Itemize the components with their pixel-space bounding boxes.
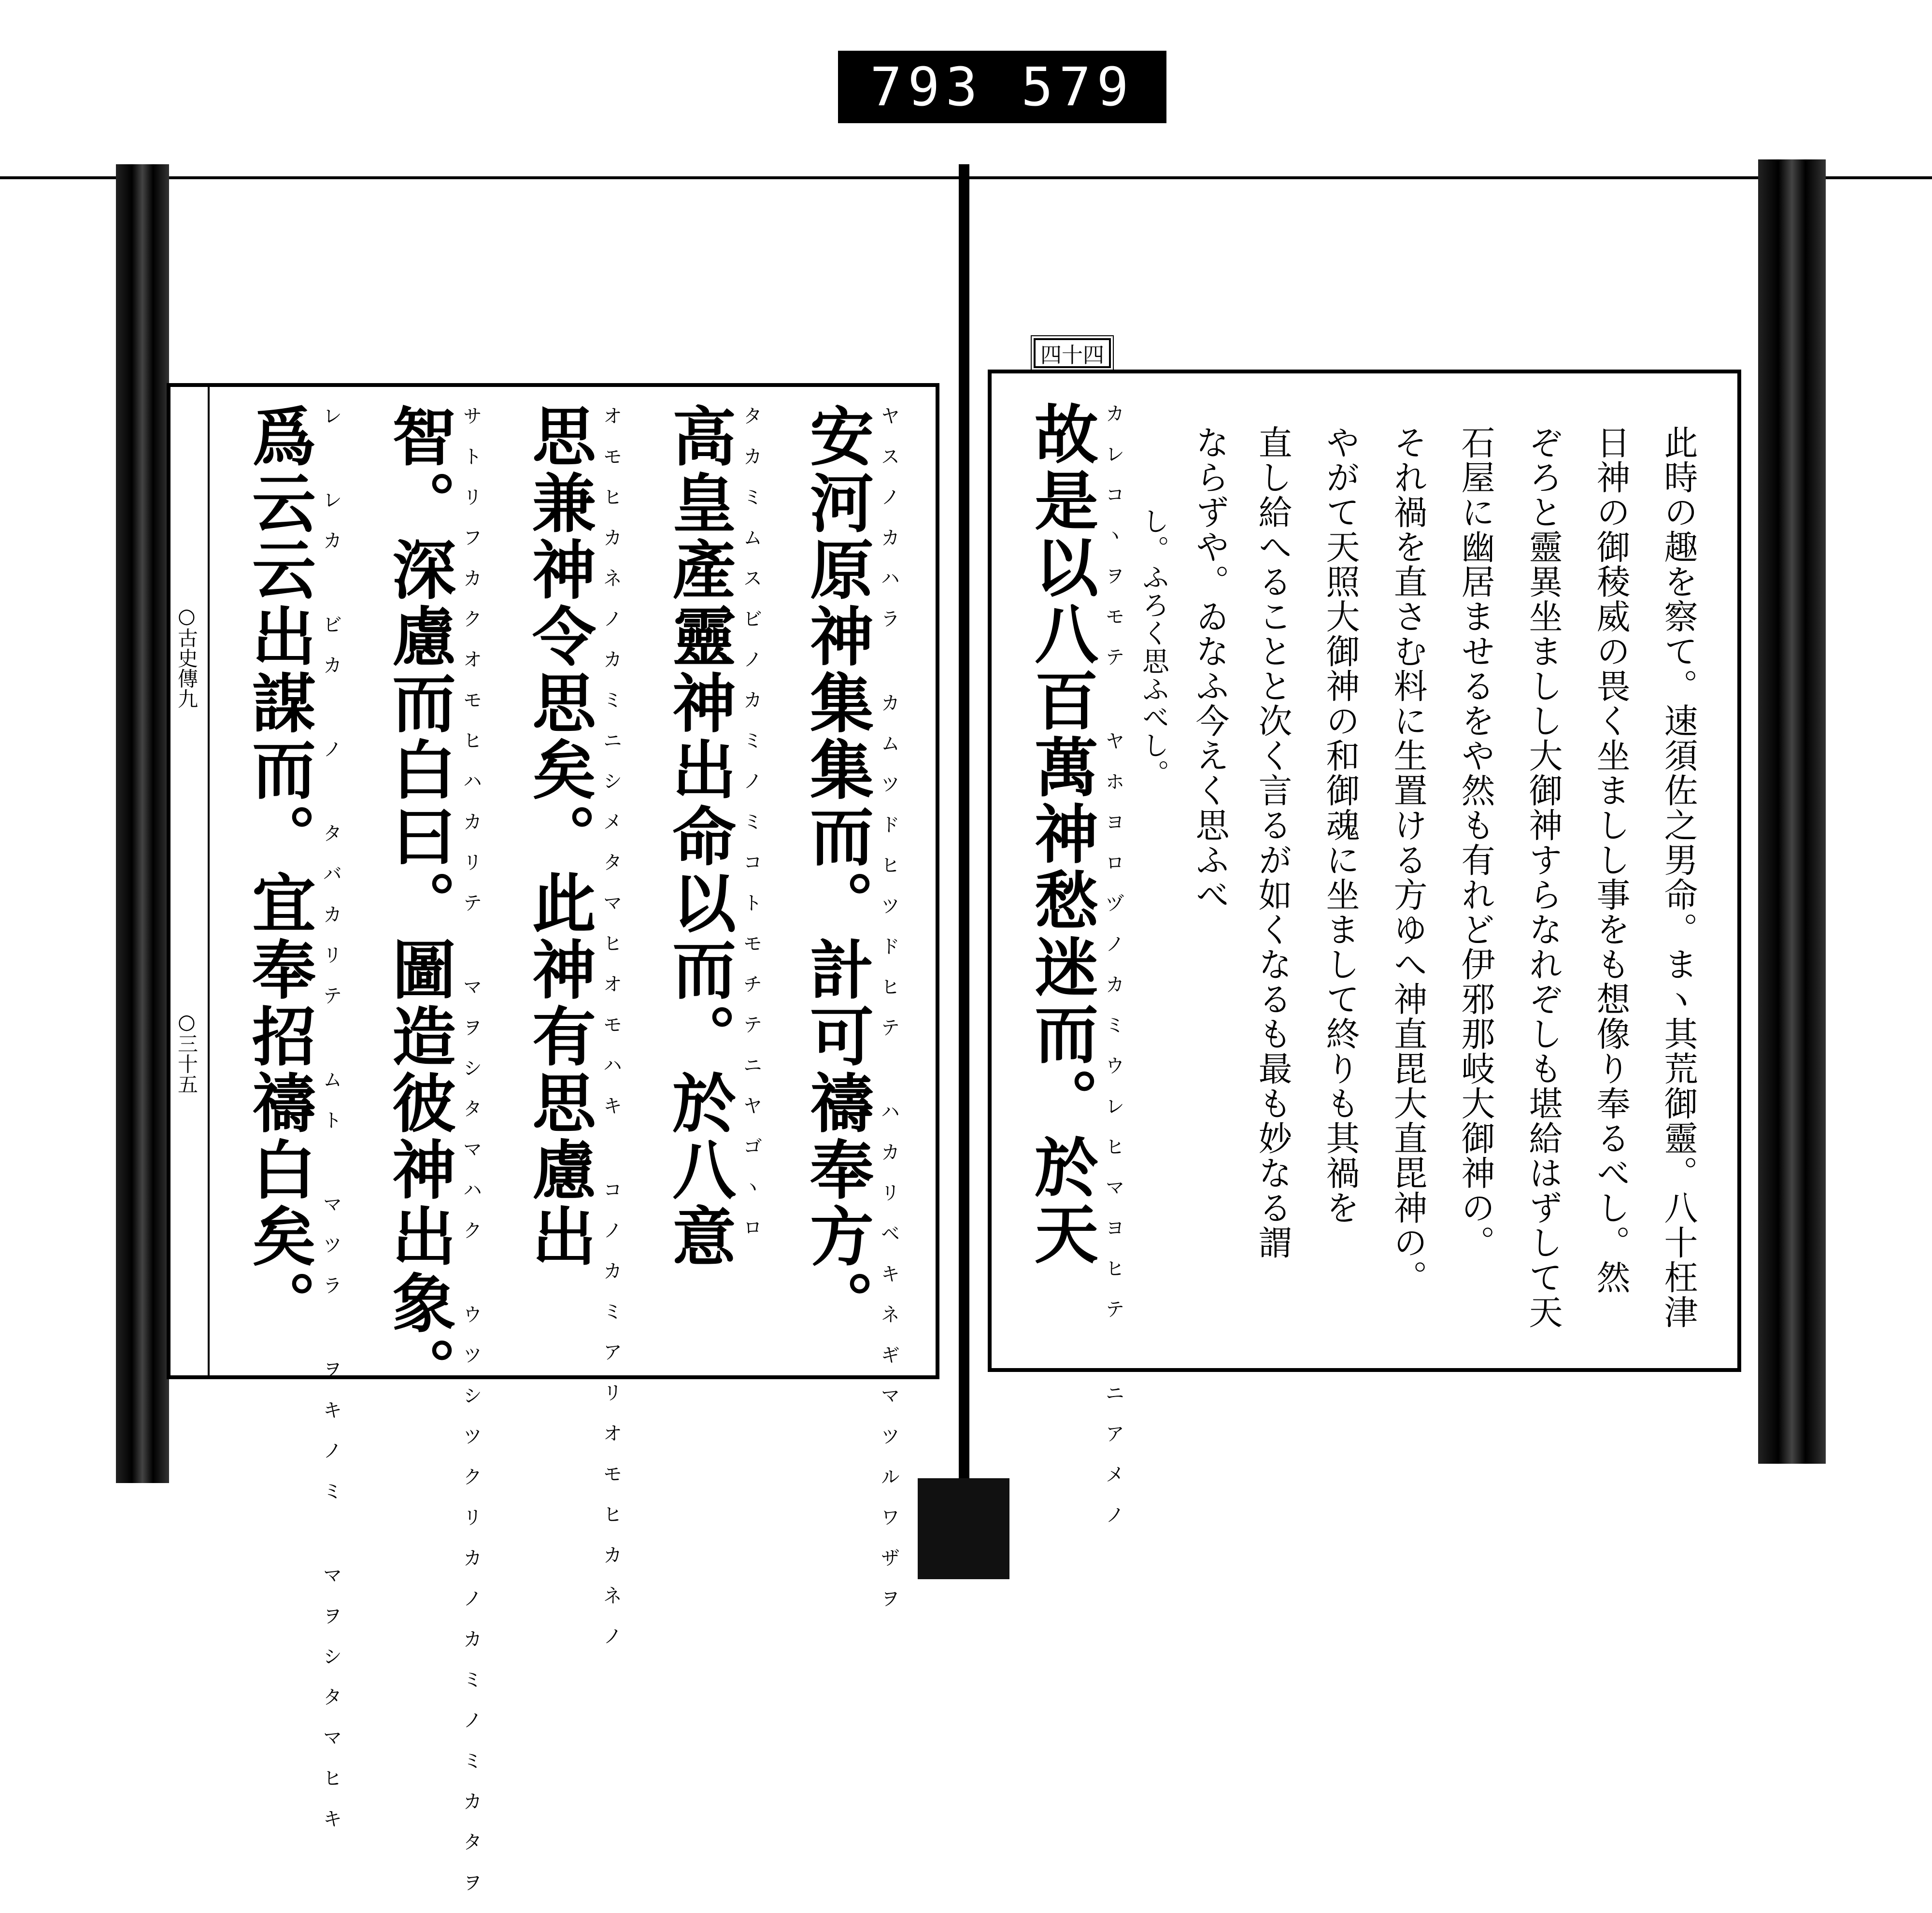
left-column-1: 安河原神集集而。計可禱奉方。 [799,403,874,1337]
left-column-2: 高皇產靈神出命以而。於八意 [661,403,736,1270]
scan-label-text: 793 579 [870,56,1135,118]
left-column-3-ruby: オモヒカネノカミニシメタマヒオモハキ コノカミアリオモヒカネノ [600,406,622,1667]
spine-base [918,1478,1009,1579]
right-page-edge [1758,159,1826,1464]
right-body-column-7: 直し給へることと次く言るが如くなるも最も妙なる謂 [1253,425,1293,1260]
left-column-1-ruby: ヤスノカハラ カムツドヒツドヒテ ハカリベキネギマツルワザヲ [878,406,900,1629]
left-column-3: 思兼神令思矣。此神有思慮出 [521,403,596,1270]
left-column-2-ruby: タカミムスビノカミノミコトモチテニヤゴヽロ [740,406,762,1258]
margin-title: ○古史傳九 [175,604,199,709]
scan-label [838,51,1166,123]
right-body-column-4: 石屋に幽居ませるをや然も有れど伊邪那岐大御神の。 [1456,425,1495,1260]
right-page-number: 四十四 [1034,338,1111,368]
left-page-edge [116,164,169,1483]
left-margin-rule [208,383,210,1379]
left-column-5: 爲云云出謀而。宜奉招禱白矣。 [241,403,316,1337]
right-body-column-1: 此時の趣を察て。速須佐之男命。まヽ其荒御靈。八十枉津 [1659,425,1698,1329]
book-spine [959,164,969,1527]
left-column-5-ruby: レ レカ ビカ ノ タバカリテ ムト マツラ ヲキノミ マヲシタマヒキ [320,406,342,1849]
right-body-column-3: ぞろと靈異坐ましし大御神すらなれぞしも堪給はずして天 [1523,425,1563,1329]
margin-page-number: ○三十五 [175,1010,199,1094]
right-main-column: 故是以八百萬神愁迷而。於天 [1023,401,1098,1268]
right-body-column-8: ならずや。ゐなふ今えく思ふべ [1190,425,1230,912]
left-column-4: 智。深慮而白曰。圖造彼神出象。 [381,403,456,1403]
right-body-column-5: それ禍を直さむ料に生置ける方ゆへ神直毘大直毘神の。 [1388,425,1428,1295]
left-column-4-ruby: サトリフカクオモヒハカリテ マヲシタマハク ウツシツクリカノカミノミカタヲ [460,406,482,1913]
right-body-column-9: し。ふろく思ふべし。 [1138,507,1169,787]
right-body-column-6: やがて天照大御神の和御魂に坐まして終りも其禍を [1321,425,1360,1225]
right-body-column-2: 日神の御稜威の畏く坐ましし事をも想像り奉るべし。然 [1591,425,1631,1295]
right-main-column-ruby: カレコヽヲモテ ヤホヨロヅノカミウレヒマヨヒテ ニアメノ [1102,403,1124,1545]
